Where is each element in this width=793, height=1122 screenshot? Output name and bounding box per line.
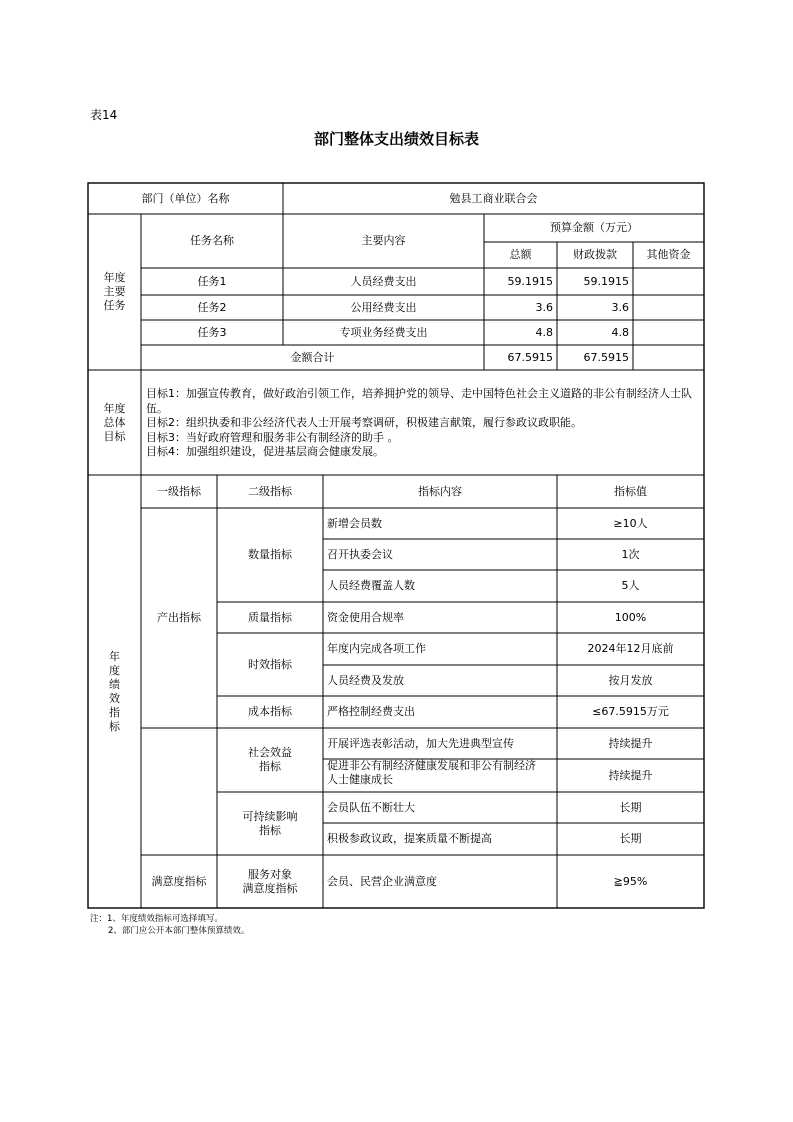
- side-label-line: 标: [109, 719, 120, 733]
- overall-goals-label: [88, 370, 141, 475]
- task-fiscal: 4.8: [611, 325, 629, 339]
- task-total: 4.8: [535, 325, 553, 339]
- label-line: 指标: [259, 760, 281, 773]
- task-content: 公用经费支出: [350, 300, 417, 314]
- indicator-value: 持续提升: [608, 768, 653, 782]
- indicator-value: ≧95%: [613, 874, 648, 888]
- footnotes: [90, 913, 249, 937]
- side-label-line: 度: [109, 663, 120, 677]
- col-indicator-value: 指标值: [614, 484, 647, 498]
- indicator-value: ≤67.5915万元: [592, 705, 669, 718]
- col-other: 其他资金: [646, 248, 691, 261]
- indicator-content: 召开执委会议: [327, 547, 393, 561]
- label-line: 社会效益: [248, 746, 292, 759]
- label-line: 服务对象: [248, 867, 292, 881]
- goal-line: 目标1：加强宣传教育，做好政治引领工作，培养拥护党的领导、走中国特色社会主义道路的非公有制经济人士队伍。: [146, 387, 692, 415]
- sum-label: 金额合计: [290, 350, 335, 364]
- col-task-name: 任务名称: [190, 234, 234, 247]
- indicator-value: 持续提升: [608, 736, 653, 750]
- side-label-line: 年度: [103, 401, 126, 415]
- task-name: 任务3: [197, 325, 227, 339]
- side-label-line: 主要: [103, 285, 126, 298]
- task-total: 3.6: [535, 300, 553, 314]
- timeliness-indicator-label: 时效指标: [248, 657, 292, 671]
- side-label-line: 指: [109, 705, 120, 719]
- task-fiscal: 3.6: [611, 300, 629, 314]
- side-label-line: 总体: [103, 415, 126, 429]
- side-label-line: 绩: [109, 677, 120, 691]
- dept-value: 勉县工商业联合会: [449, 191, 538, 205]
- indicator-value: 2024年12月底前: [587, 642, 674, 655]
- indicator-content: 开展评选表彰活动，加大先进典型宣传: [327, 736, 514, 750]
- side-label-line: 年度: [103, 271, 126, 284]
- sum-other: [633, 345, 704, 370]
- indicator-content: 人员经费及发放: [327, 673, 404, 687]
- content-line: 促进非公有制经济健康发展和非公有制经济: [327, 759, 536, 772]
- content-line: 人士健康成长: [327, 773, 393, 786]
- indicator-value: 长期: [619, 800, 642, 814]
- footnote: 2、部门应公开本部门整体预算绩效。: [108, 926, 250, 936]
- indicator-value: 按月发放: [608, 673, 653, 687]
- table-number: 表14: [90, 108, 118, 122]
- indicator-value: 100%: [614, 610, 647, 624]
- quantity-indicator-label: 数量指标: [248, 548, 292, 561]
- side-label-line: 年: [109, 649, 120, 663]
- col-total: 总额: [509, 248, 532, 261]
- indicator-value: 5人: [621, 579, 640, 592]
- quality-indicator-label: 质量指标: [248, 610, 292, 624]
- task-name: 任务1: [197, 274, 227, 288]
- sustainable-impact-label: [217, 792, 323, 855]
- label-line: 可持续影响: [242, 809, 298, 823]
- task-total: 59.1915: [507, 274, 553, 288]
- indicator-content: 严格控制经费支出: [327, 705, 415, 718]
- task-name: 任务2: [197, 300, 227, 314]
- goal-line: 目标3：当好政府管理和服务非公有制经济的助手 。: [146, 430, 399, 444]
- task-fiscal: 59.1915: [583, 274, 629, 288]
- goal-line: 目标2：组织执委和非公经济代表人士开展考察调研，积极建言献策，履行参政议政职能。: [146, 416, 582, 429]
- label-line: 指标: [259, 823, 281, 837]
- footnote: 注：1、年度绩效指标可选择填写。: [90, 914, 223, 924]
- col-fiscal: 财政拨款: [573, 248, 617, 261]
- indicator-content: 会员队伍不断壮大: [327, 800, 415, 814]
- task-other: [633, 268, 704, 295]
- indicator-content: 年度内完成各项工作: [327, 642, 426, 655]
- indicator-content: 人员经费覆盖人数: [327, 579, 415, 592]
- goal-line: 目标4：加强组织建设，促进基层商会健康发展。: [146, 445, 384, 458]
- indicator-value: 1次: [621, 547, 640, 561]
- indicators-label: [88, 475, 141, 908]
- page-title: 部门整体支出绩效目标表: [313, 130, 479, 148]
- label-line: 满意度指标: [242, 881, 298, 895]
- side-label-line: 效: [109, 691, 120, 705]
- service-satisfaction-label: [217, 855, 323, 908]
- sum-total: 67.5915: [507, 350, 553, 364]
- side-label-line: 目标: [103, 429, 126, 443]
- col-level2: 二级指标: [248, 484, 292, 498]
- col-budget: 预算金额（万元）: [550, 221, 638, 234]
- indicator-content: 积极参政议政，提案质量不断提高: [327, 832, 492, 845]
- indicator-value: 长期: [619, 832, 642, 845]
- output-indicator-label: 产出指标: [157, 611, 201, 624]
- col-indicator-content: 指标内容: [418, 484, 462, 498]
- indicator-content: 会员、民营企业满意度: [327, 874, 437, 888]
- indicator-content: 新增会员数: [327, 516, 382, 530]
- col-level1: 一级指标: [157, 484, 201, 498]
- task-content: 专项业务经费支出: [339, 325, 428, 339]
- annual-tasks-label: [88, 214, 141, 370]
- overall-goals-text: [146, 387, 702, 460]
- col-main-content: 主要内容: [361, 234, 406, 247]
- satisfaction-indicator-label: 满意度指标: [151, 874, 207, 888]
- task-other: [633, 295, 704, 320]
- social-benefit-label: [217, 728, 323, 792]
- indicator-content: [323, 759, 557, 792]
- side-label-line: 任务: [103, 299, 126, 312]
- sum-fiscal: 67.5915: [583, 350, 629, 364]
- task-content: 人员经费支出: [350, 274, 417, 288]
- task-other: [633, 320, 704, 345]
- dept-label: 部门（单位）名称: [141, 191, 230, 205]
- indicator-value: ≥10人: [613, 516, 648, 530]
- cost-indicator-label: 成本指标: [248, 705, 292, 718]
- indicator-content: 资金使用合规率: [327, 610, 404, 624]
